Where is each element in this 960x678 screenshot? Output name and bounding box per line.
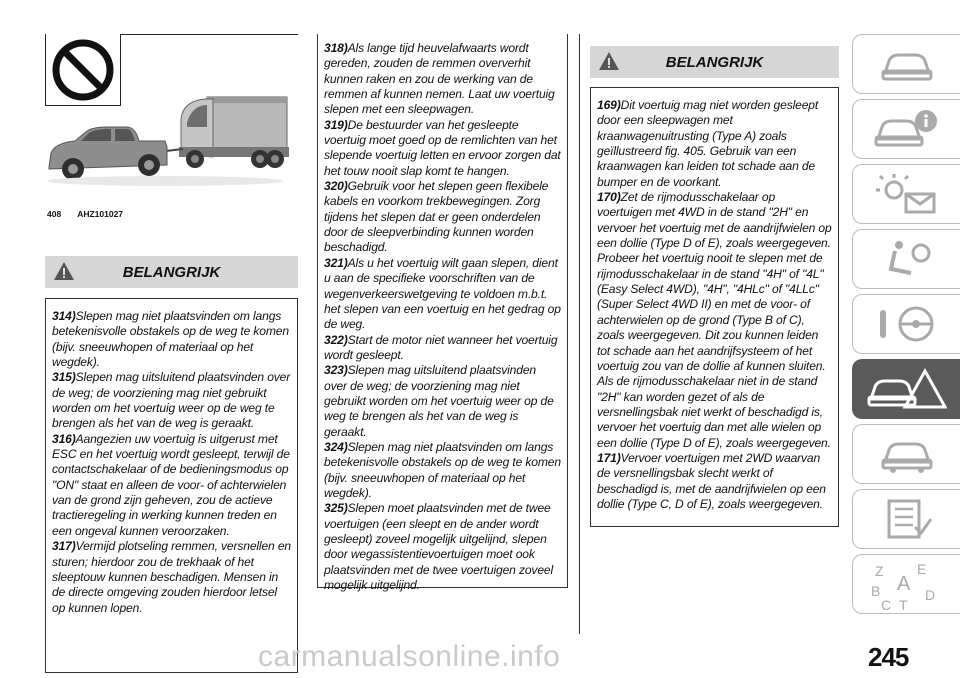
warning-block-2 — [317, 34, 568, 593]
warning-item: 171)Vervoer voertuigen met 2WD waarvan de versnellingsbak slecht werkt of beschadigd is, met de aandrijfwielen op een dollie (Type C, D of E), zoals weergegeven. — [597, 450, 826, 511]
prohibition-icon — [45, 34, 121, 106]
lights-message-tab[interactable] — [852, 164, 960, 224]
index-letter: E — [916, 561, 926, 577]
warning-item: 321)Als u het voertuig wilt gaan slepen, dient u aan de specifieke voorschriften van de wegenverkeerswetgeving te voldoen m.b.t. het slepen van een voertuig en het gedrag op de weg. — [324, 255, 561, 332]
index-tab[interactable] — [852, 554, 960, 614]
warning-triangle-icon — [598, 51, 620, 71]
safety-info-tab[interactable] — [852, 99, 960, 159]
warning-header — [45, 256, 298, 288]
checklist-icon — [877, 497, 937, 541]
warning-header — [590, 46, 839, 78]
seat-airbag-icon — [877, 237, 937, 281]
car-dashboard-icon — [877, 43, 937, 85]
warning-triangle-icon — [53, 261, 75, 281]
warning-item: 319)De bestuurder van het gesleepte voertuig moet goed op de remlichten van het slepende voertuig letten en ervoor zorgen dat het touw nooit slap komt te hangen. — [324, 117, 561, 178]
column-divider — [579, 34, 580, 634]
figure-number: 408 — [47, 209, 62, 219]
warning-body — [590, 87, 839, 527]
index-letter: B — [870, 583, 880, 599]
alphabet-index-icon — [867, 556, 947, 612]
safety-tab[interactable] — [852, 229, 960, 289]
figure-caption — [47, 209, 123, 219]
technical-data-tab[interactable] — [852, 489, 960, 549]
dashboard-tab[interactable] — [852, 34, 960, 94]
warning-item: 315)Slepen mag uitsluitend plaatsvinden over de weg; de voorziening mag niet gebruikt worden om het voertuig weer op de weg te brengen als het van de weg is geraakt. — [52, 370, 291, 431]
figure-code: AHZ101027 — [77, 209, 124, 219]
car-info-icon — [872, 107, 942, 151]
index-letter: A — [896, 573, 910, 595]
warning-item: 170)Zet de rijmodusschakelaar op voertuigen met 4WD in de stand "2H" en vervoer het voertuig met de aandrijfwielen op een dollie (Type D of E), zoals weergegeven. Probeer het voertuig nooit te slepen met de rijmodusschakelaar in de stand "4H" of "4L" (Easy Select 4WD), "4H", "4HLc" of "4LLc" (Super Select 4WD II) en met de voor- of achterwielen op de grond (Type B of C), zoals weergegeven. Dit zou kunnen leiden tot schade aan het aandrijfsysteem of het voertuig zou van de dollie af kunnen sluiten. Als de rijmodusschakelaar niet in de stand "2H" kan worden gezet of als de versnellingsbak niet werkt of beschadigd is, vervoer het voertuig dan met alle wielen op een dollie (Type D of E), zoals weergegeven. — [597, 190, 832, 450]
warning-item: 318)Als lange tijd heuvelafwaarts wordt gereden, zouden de remmen oververhit kunnen raken en zou de werking van de remmen af kunnen nemen. Laat uw voertuig slepen met een sleepwagen. — [324, 41, 555, 117]
warning-block-1 — [45, 256, 298, 673]
warning-light-mail-icon — [872, 172, 942, 216]
car-emergency-warning-icon — [867, 365, 947, 413]
index-letter: T — [898, 597, 908, 612]
page-number: 245 — [868, 642, 909, 672]
warning-title: BELANGRIJK — [122, 263, 221, 281]
warning-item: 316)Aangezien uw voertuig is uitgerust met ESC en het voertuig wordt gesleept, terwijl de contactschakelaar of de bedieningsmodus op "ON" staat en alleen de voor- of achterwielen van de grond zijn geheven, zou de actieve tractieregeling in werking kunnen treden en een ongeval kunnen veroorzaken. — [52, 431, 290, 538]
starting-driving-tab[interactable] — [852, 294, 960, 354]
warning-item: 322)Start de motor niet wanneer het voertuig wordt gesleept. — [324, 332, 558, 362]
warning-item: 320)Gebruik voor het slepen geen flexibele kabels en voorkom trekbewegingen. Zorg tijdens het slepen dat er geen onderdelen door de sleepverbinding kunnen worden beschadigd. — [324, 179, 549, 255]
warning-item: 324)Slepen mag niet plaatsvinden om langs betekenisvolle obstakels op de weg te komen (bijv. sneeuwhopen of materiaal op het wegdek). — [324, 439, 561, 500]
warning-item: 317)Vermijd plotseling remmen, versnellen en sturen; hierdoor zou de trekhaak of het sleeptouw kunnen beschadigen. Mensen in de directe omgeving zouden hierdoor letsel op kunnen lopen. — [52, 539, 291, 615]
warning-body — [45, 298, 298, 673]
index-letter: C — [880, 597, 891, 612]
warning-item: 169)Dit voertuig mag niet worden gesleept door een sleepwagen met kraanwagenuitrusting (Type A) zoals geïllustreerd fig. 405. Gebruik van een kraanwagen kan leiden tot schade aan de bumper en de voorkant. — [597, 98, 819, 189]
car-maintenance-icon — [877, 432, 937, 476]
warning-block-3 — [590, 46, 839, 527]
warning-title: BELANGRIJK — [665, 53, 764, 71]
index-letter: Z — [874, 563, 884, 579]
maintenance-tab[interactable] — [852, 424, 960, 484]
watermark: carmanualsonline.info — [258, 640, 561, 673]
index-letter: D — [924, 587, 935, 603]
warning-item: 325)Slepen moet plaatsvinden met de twee voertuigen (een sleept en de ander wordt gesleept) zoveel mogelijk uitgelijnd, slepen door wegassistentievoertuigen moet ook plaatsvinden met de twee voertuigen zoveel mogelijk uitgelijnd. — [324, 501, 554, 593]
warning-item: 323)Slepen mag uitsluitend plaatsvinden over de weg; de voorziening mag niet gebruikt worden om het voertuig weer op de weg te brengen als het van de weg is geraakt. — [324, 363, 554, 439]
steering-wheel-key-icon — [872, 302, 942, 346]
warning-item: 314)Slepen mag niet plaatsvinden om langs betekenisvolle obstakels op de weg te komen (bijv. sneeuwhopen of materiaal op het wegdek). — [52, 309, 289, 370]
emergency-tab[interactable] — [852, 359, 960, 419]
